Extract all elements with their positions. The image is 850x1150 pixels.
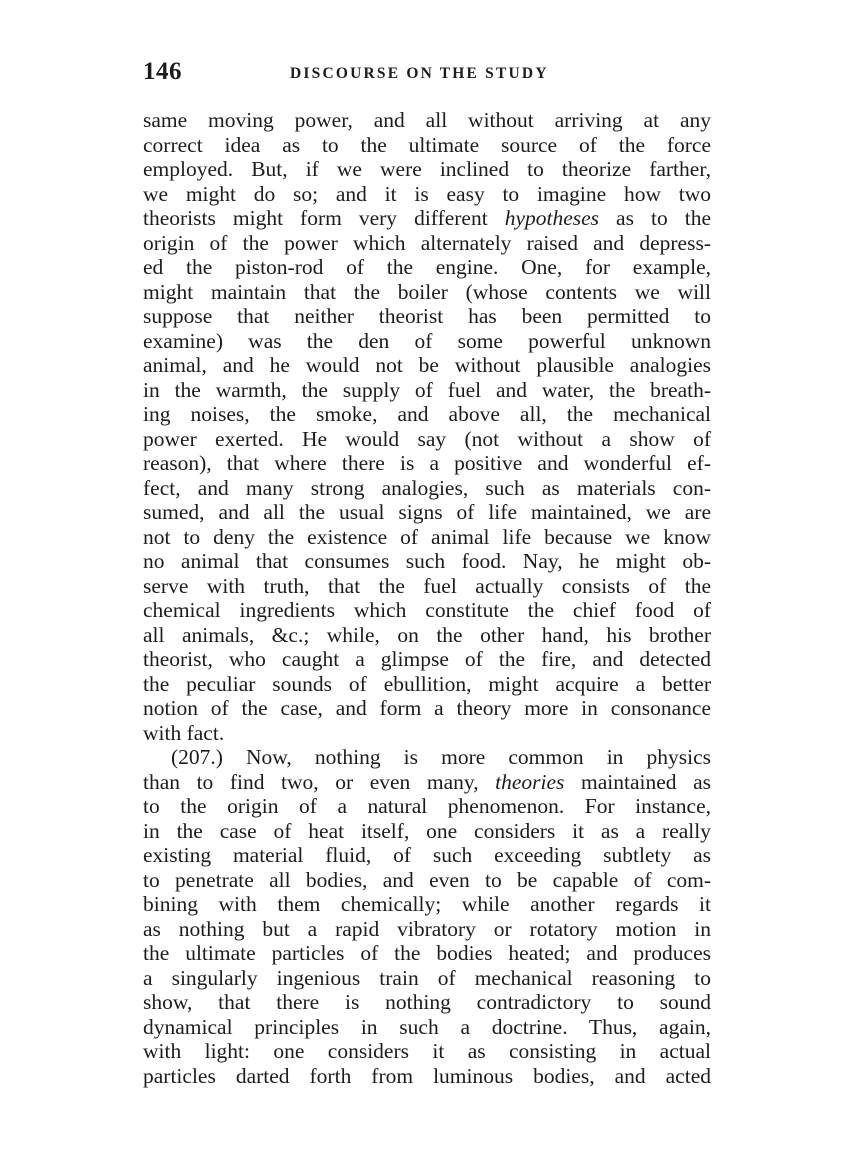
text-line: to penetrate all bodies, and even to be capable of com- [143,867,711,892]
text-line: (207.) Now, nothing is more common in physics [171,745,711,769]
text-segment: theorists might form very different [143,206,505,230]
text-line: notion of the case, and form a theory more in consonance [143,696,711,720]
text-line: origin of the power which alternately raised and depress- [143,230,711,255]
text-line: we might do so; and it is easy to imagine how two [143,181,711,206]
text-line [143,206,711,231]
italic-term: hypotheses [504,206,600,230]
text-line: a singularly ingenious train of mechanical reasoning to [143,965,711,990]
body-text [143,108,711,1088]
text-line: reason), that where there is a positive and wonderful ef- [143,451,711,475]
text-line: fect, and many strong analogies, such as materials con- [143,475,711,500]
text-line: examine) was the den of some powerful unknown [143,328,711,353]
text-line: in the warmth, the supply of fuel and water, the breath- [143,377,711,402]
text-line: show, that there is nothing contradictory to sound [143,990,711,1014]
text-line: to the origin of a natural phenomenon. For instance, [143,794,711,818]
text-line: suppose that neither theorist has been permitted to [143,304,711,328]
text-line: the peculiar sounds of ebullition, might acquire a better [143,671,711,696]
text-line: with fact. [143,720,225,745]
text-line: the ultimate particles of the bodies heated; and produces [143,941,711,965]
text-line: all animals, &c.; while, on the other hand, his brother [143,622,711,647]
text-line: in the case of heat itself, one considers it as a really [143,818,711,843]
text-line: not to deny the existence of animal life because we know [143,524,711,549]
text-line: ed the piston-rod of the engine. One, for example, [143,255,711,279]
text-line: correct idea as to the ultimate source of the force [143,132,711,157]
text-segment: than to find two, or even many, [143,769,496,794]
text-line: with light: one considers it as consisting in actual [143,1039,711,1063]
page-number: 146 [143,58,182,85]
text-line: as nothing but a rapid vibratory or rotatory motion in [143,916,711,941]
text-line: ing noises, the smoke, and above all, the mechanical [143,402,711,426]
text-line: theorist, who caught a glimpse of the fire, and detected [143,647,711,671]
text-line: existing material fluid, of such exceeding subtlety as [143,843,711,867]
text-segment: as to the [599,206,711,230]
text-line [143,770,711,795]
running-title: DISCOURSE ON THE STUDY [290,65,549,82]
italic-term: theories [495,769,565,794]
text-line: animal, and he would not be without plausible analogies [143,353,711,377]
text-line: power exerted. He would say (not without a show of [143,426,711,451]
text-line: sumed, and all the usual signs of life maintained, we are [143,500,711,524]
text-segment: maintained as [564,769,711,794]
text-line: chemical ingredients which constitute the chief food of [143,598,711,622]
text-line: might maintain that the boiler (whose contents we will [143,279,711,304]
text-line: dynamical principles in such a doctrine. Thus, again, [143,1014,711,1039]
running-head [143,58,711,92]
text-line: no animal that consumes such food. Nay, he might ob- [143,549,711,573]
text-line: particles darted forth from luminous bodies, and acted [143,1063,711,1088]
text-line: serve with truth, that the fuel actually consists of the [143,573,711,598]
text-line: bining with them chemically; while another regards it [143,892,711,916]
text-line: same moving power, and all without arriving at any [143,108,711,132]
text-line: employed. But, if we were inclined to theorize farther, [143,157,711,181]
